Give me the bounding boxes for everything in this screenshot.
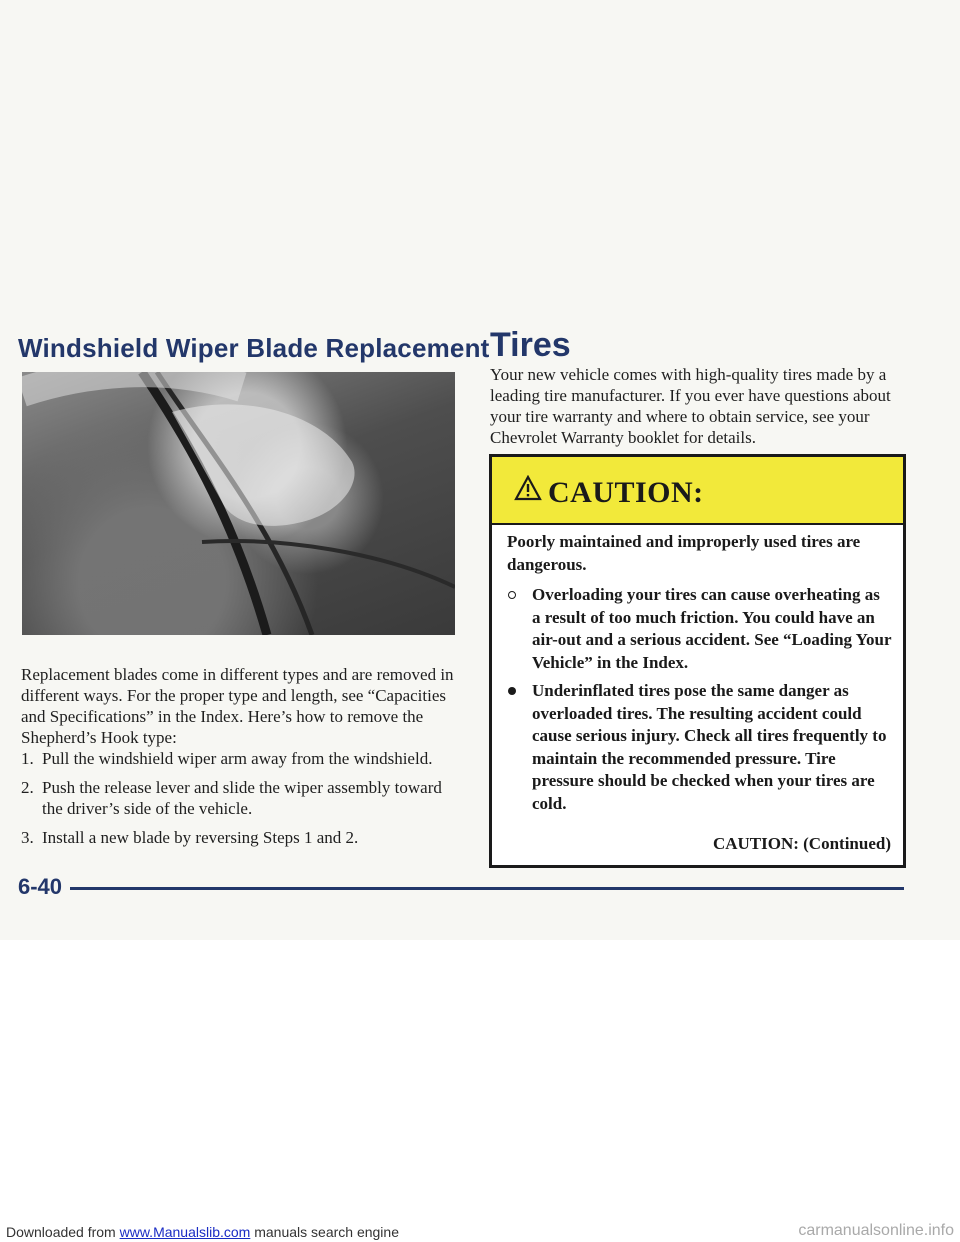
list-item xyxy=(507,680,892,815)
footer-divider xyxy=(70,887,904,890)
section-heading-wiper: Windshield Wiper Blade Replacement xyxy=(18,333,490,363)
step-text: Pull the windshield wiper arm away from the windshield. xyxy=(42,749,433,768)
tires-intro-paragraph: Your new vehicle comes with high-quality tires made by a leading tire manufacturer. If you ever have questions about your tire warranty and where to obtain service, see your Chevrolet Warranty booklet for details. xyxy=(490,365,891,447)
step-text: Install a new blade by reversing Steps 1 and 2. xyxy=(42,828,359,847)
list-item xyxy=(507,584,892,674)
download-footer xyxy=(6,1224,399,1240)
step-number: 1. xyxy=(21,749,34,768)
bullet-icon xyxy=(508,687,516,695)
list-item xyxy=(21,827,461,848)
caution-header xyxy=(492,457,903,525)
manualslib-link[interactable]: www.Manualslib.com xyxy=(119,1224,251,1240)
caution-body xyxy=(507,531,892,821)
warning-triangle-icon xyxy=(514,475,542,501)
step-text: Push the release lever and slide the wiper assembly toward the driver’s side of the vehicle. xyxy=(42,778,442,818)
footer-prefix: Downloaded from xyxy=(6,1224,120,1240)
wiper-blade-photo xyxy=(22,372,455,635)
wiper-intro-paragraph: Replacement blades come in different types and are removed in different ways. For the proper type and length, see “Capacities and Specifications” in the Index. Here’s how to remove the Shepherd’s Hook type: xyxy=(21,665,454,747)
caution-bullet-text: Underinflated tires pose the same danger as overloaded tires. The resulting accident could cause serious injury. Check all tires frequently to maintain the recommended pressure. Tire pressure should be checked when your tires are cold. xyxy=(532,681,887,813)
step-number: 3. xyxy=(21,828,34,847)
caution-title: CAUTION: xyxy=(548,476,704,509)
caution-intro: Poorly maintained and improperly used tires are dangerous. xyxy=(507,532,861,574)
list-item xyxy=(21,777,461,819)
page-number: 6-40 xyxy=(18,874,63,899)
caution-continued-label: CAUTION: (Continued) xyxy=(712,834,891,853)
footer-suffix: manuals search engine xyxy=(250,1224,399,1240)
step-number: 2. xyxy=(21,778,34,797)
caution-bullet-text: Overloading your tires can cause overheating as a result of too much friction. You could have an air-out and a serious accident. See “Loading Your Vehicle” in the Index. xyxy=(532,585,892,672)
list-item xyxy=(21,748,461,769)
watermark: carmanualsonline.info xyxy=(798,1222,954,1239)
wiper-blade-illustration xyxy=(22,372,455,635)
wiper-steps-list xyxy=(21,748,461,856)
section-heading-tires: Tires xyxy=(490,326,571,364)
caution-box xyxy=(489,454,906,868)
bullet-icon xyxy=(508,591,516,599)
